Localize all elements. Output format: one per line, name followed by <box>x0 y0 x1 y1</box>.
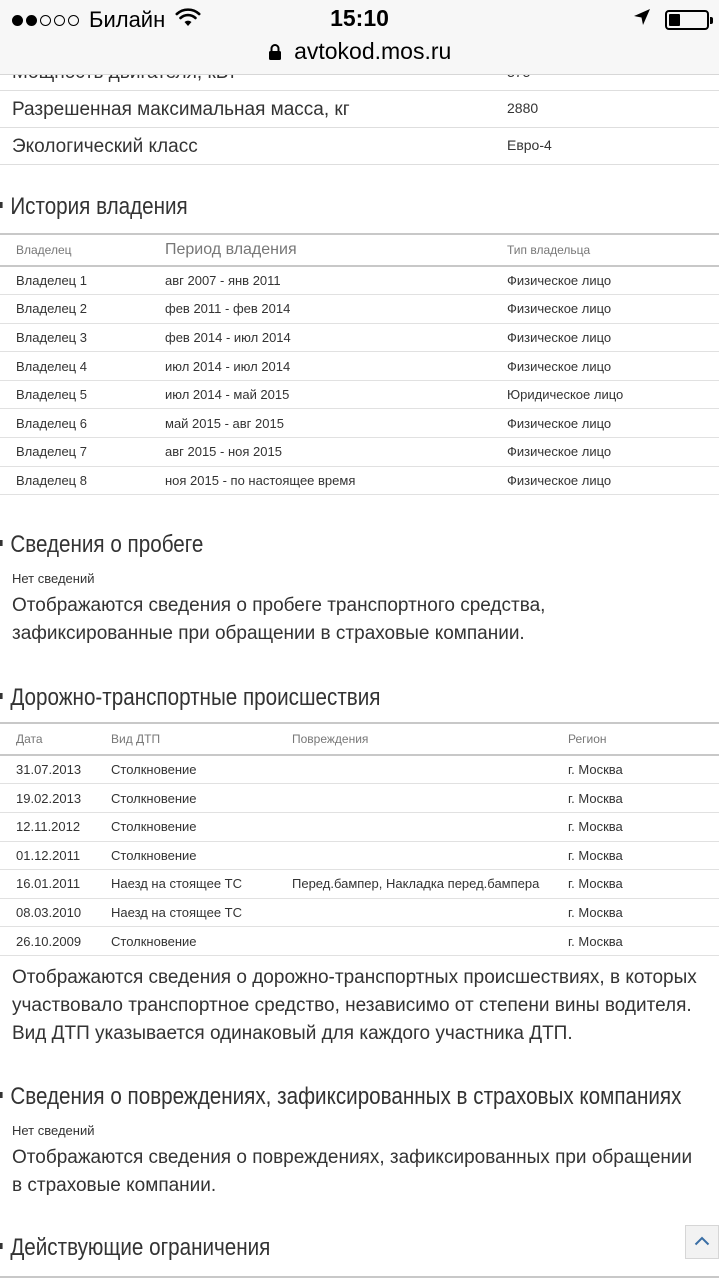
table-row <box>0 841 719 870</box>
battery-level <box>669 14 680 26</box>
period-cell: фев 2014 - июл 2014 <box>165 329 291 345</box>
table-row <box>0 409 719 438</box>
column-header-period: Период владения <box>165 241 297 258</box>
period-cell: авг 2015 - ноя 2015 <box>165 444 282 460</box>
owner-type-cell: Юридическое лицо <box>507 387 624 403</box>
lock-icon <box>268 38 294 64</box>
owner-cell: Владелец 1 <box>16 273 87 289</box>
accidents-header-row <box>0 723 719 755</box>
accident-type-cell: Столкновение <box>111 933 197 949</box>
spec-label: Разрешенная максимальная масса, кг <box>12 99 350 120</box>
date-cell: 12.11.2012 <box>16 819 81 835</box>
restrictions-table-top-border <box>0 1276 719 1278</box>
region-cell: г. Москва <box>568 933 623 949</box>
date-cell: 01.12.2011 <box>16 847 81 863</box>
section-heading-wrapper <box>0 193 719 221</box>
chevron-up-icon <box>694 1233 710 1251</box>
table-row <box>0 352 719 381</box>
owner-cell: Владелец 4 <box>16 358 87 374</box>
clock: 15:10 <box>330 5 389 31</box>
region-cell: г. Москва <box>568 876 623 892</box>
section-heading-wrapper <box>0 531 719 559</box>
owner-cell: Владелец 8 <box>16 472 87 488</box>
region-cell: г. Москва <box>568 847 623 863</box>
section-heading-wrapper <box>0 1083 719 1111</box>
table-row <box>0 323 719 352</box>
region-cell: г. Москва <box>568 905 623 921</box>
mileage-status: Нет сведений <box>12 571 95 587</box>
section-heading-wrapper <box>0 684 719 712</box>
battery-tip <box>710 17 713 24</box>
accident-type-cell: Наезд на стоящее ТС <box>111 876 242 892</box>
accident-type-cell: Наезд на стоящее ТС <box>111 905 242 921</box>
owner-type-cell: Физическое лицо <box>507 444 612 460</box>
ownership-header-row <box>0 234 719 266</box>
owner-type-cell: Физическое лицо <box>507 472 612 488</box>
battery-icon <box>665 10 709 30</box>
owner-cell: Владелец 2 <box>16 301 87 317</box>
damage-cell <box>292 898 568 927</box>
spec-row-max-mass <box>0 91 719 128</box>
owner-type-cell: Физическое лицо <box>507 301 612 317</box>
spec-label: Экологический класс <box>12 136 198 157</box>
column-header-owner: Владелец <box>16 243 72 257</box>
damage-cell <box>292 755 568 784</box>
date-cell: 16.01.2011 <box>16 876 81 892</box>
table-row <box>0 927 719 956</box>
accidents-description: Отображаются сведения о дорожно-транспортных происшествиях, в которых участвовало транспортное средство, независимо от степени вины водителя. Вид ДТП указывается одинаковый для каждого участника ДТП. <box>12 966 697 1044</box>
period-cell: май 2015 - авг 2015 <box>165 415 284 431</box>
damage-cell <box>292 812 568 841</box>
url-text: avtokod.mos.ru <box>294 38 452 64</box>
ownership-section-title: История владения <box>0 193 188 221</box>
carrier-name: Билайн <box>89 7 166 32</box>
accident-type-cell: Столкновение <box>111 790 197 806</box>
column-header-owner-type: Тип владельца <box>507 243 591 257</box>
mileage-description: Отображаются сведения о пробеге транспортного средства, зафиксированные при обращении в страховые компании. <box>12 595 546 645</box>
insurance-damage-status: Нет сведений <box>12 1122 95 1138</box>
table-row <box>0 784 719 813</box>
damage-cell <box>292 927 568 956</box>
accident-type-cell: Столкновение <box>111 762 197 778</box>
table-row <box>0 898 719 927</box>
status-bar-right <box>633 8 709 31</box>
accident-type-cell: Столкновение <box>111 847 197 863</box>
spec-row-eco-class <box>0 128 719 165</box>
scroll-top-button[interactable] <box>685 1225 719 1259</box>
owner-type-cell: Физическое лицо <box>507 329 612 345</box>
owner-type-cell: Физическое лицо <box>507 358 612 374</box>
owner-cell: Владелец 5 <box>16 387 87 403</box>
owner-type-cell: Физическое лицо <box>507 273 612 289</box>
period-cell: июл 2014 - май 2015 <box>165 387 290 403</box>
owner-cell: Владелец 3 <box>16 329 87 345</box>
accidents-table <box>0 722 719 956</box>
restrictions-section-title: Действующие ограничения <box>0 1234 270 1262</box>
period-cell: июл 2014 - июл 2014 <box>165 358 291 374</box>
table-row <box>0 295 719 324</box>
browser-top-bar <box>0 0 719 75</box>
column-header-damage: Повреждения <box>292 732 369 747</box>
page-content <box>0 52 719 1278</box>
table-row <box>0 380 719 409</box>
accidents-section-title: Дорожно-транспортные происшествия <box>0 684 380 712</box>
column-header-date: Дата <box>16 732 43 747</box>
accident-type-cell: Столкновение <box>111 819 197 835</box>
date-cell: 31.07.2013 <box>16 762 82 778</box>
damage-cell <box>292 784 568 813</box>
address-bar[interactable] <box>0 38 719 65</box>
region-cell: г. Москва <box>568 790 623 806</box>
ownership-table <box>0 233 719 495</box>
period-cell: авг 2007 - янв 2011 <box>165 273 281 289</box>
period-cell: ноя 2015 - по настоящее время <box>165 472 356 488</box>
table-row <box>0 438 719 467</box>
owner-type-cell: Физическое лицо <box>507 415 612 431</box>
section-heading-wrapper <box>0 1234 719 1262</box>
spec-value: Евро-4 <box>507 137 552 153</box>
region-cell: г. Москва <box>568 762 623 778</box>
column-header-region: Регион <box>568 732 607 747</box>
owner-cell: Владелец 7 <box>16 444 87 460</box>
column-header-accident-type: Вид ДТП <box>111 732 161 747</box>
table-row <box>0 266 719 295</box>
date-cell: 08.03.2010 <box>16 905 82 921</box>
date-cell: 26.10.2009 <box>16 933 82 949</box>
table-row <box>0 466 719 495</box>
insurance-damage-description: Отображаются сведения о повреждениях, зафиксированных при обращении в страховые компании. <box>12 1146 693 1196</box>
owner-cell: Владелец 6 <box>16 415 87 431</box>
insurance-damage-section-title: Сведения о повреждениях, зафиксированных в страховых компаниях <box>0 1083 681 1111</box>
spec-value: 2880 <box>507 100 539 116</box>
region-cell: г. Москва <box>568 819 623 835</box>
table-row <box>0 755 719 784</box>
location-arrow-icon <box>633 8 651 31</box>
damage-cell: Перед.бампер, Накладка перед.бампера <box>292 876 540 892</box>
table-row <box>0 870 719 899</box>
mileage-section-title: Сведения о пробеге <box>0 531 203 559</box>
damage-cell <box>292 841 568 870</box>
date-cell: 19.02.2013 <box>16 790 82 806</box>
table-row <box>0 812 719 841</box>
period-cell: фев 2011 - фев 2014 <box>165 301 291 317</box>
